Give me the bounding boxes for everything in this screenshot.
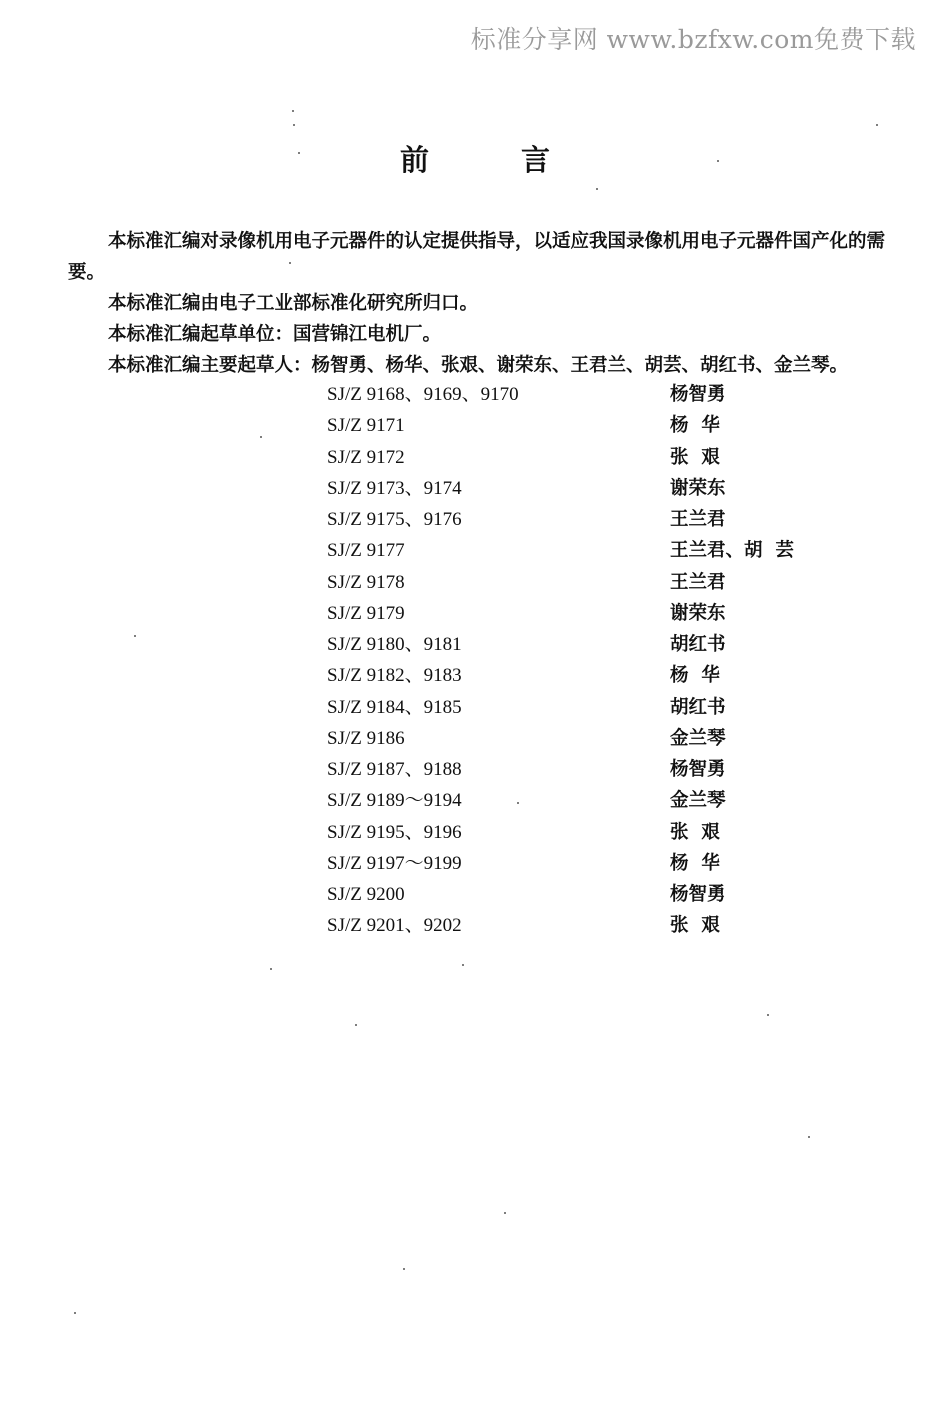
standard-code: SJ/Z 9177	[327, 540, 405, 562]
scan-speck	[808, 1136, 810, 1138]
table-row	[327, 723, 847, 754]
drafter-name: 杨智勇	[670, 759, 726, 780]
standard-code: SJ/Z 9175、9176	[327, 509, 462, 530]
standard-code: SJ/Z 9173、9174	[327, 477, 462, 499]
scan-speck	[517, 802, 519, 804]
standard-code: SJ/Z 9200	[327, 884, 405, 905]
scan-speck	[260, 436, 262, 438]
standard-code: SJ/Z 9179	[327, 602, 405, 624]
scan-speck	[504, 1212, 506, 1214]
drafter-name: 胡红书	[670, 634, 726, 655]
drafter-name: 王兰君	[670, 571, 726, 593]
drafter-name: 金兰琴	[670, 727, 726, 749]
scan-speck	[292, 110, 294, 112]
table-row	[327, 442, 847, 473]
scan-speck	[355, 1024, 357, 1026]
standard-code: SJ/Z 9186	[327, 727, 405, 749]
drafter-name: 王兰君	[670, 509, 726, 530]
table-row	[327, 379, 847, 410]
table-row	[327, 785, 847, 816]
main-drafters-paragraph: 本标准汇编主要起草人：杨智勇、杨华、张艰、谢荣东、王君兰、胡芸、胡红书、金兰琴。	[108, 355, 849, 376]
standard-code: SJ/Z 9172	[327, 446, 405, 468]
drafter-name: 杨智勇	[670, 884, 726, 905]
table-row	[327, 692, 847, 723]
scan-speck	[876, 124, 878, 126]
drafter-name: 谢荣东	[670, 602, 726, 624]
table-row	[327, 660, 847, 691]
table-row	[327, 879, 847, 910]
page-title	[0, 138, 950, 179]
scan-speck	[74, 1312, 76, 1314]
drafter-name: 王兰君、胡 芸	[670, 540, 794, 562]
drafter-name: 杨 华	[670, 415, 720, 437]
table-row	[327, 817, 847, 848]
scan-speck	[596, 188, 598, 190]
drafters-table	[327, 379, 847, 942]
drafter-name: 张 艰	[670, 446, 720, 468]
standard-code: SJ/Z 9168、9169、9170	[327, 384, 519, 405]
scan-speck	[293, 124, 295, 126]
standard-code: SJ/Z 9171	[327, 415, 405, 437]
scan-speck	[767, 1014, 769, 1016]
standard-code: SJ/Z 9178	[327, 571, 405, 593]
watermark-text: 标准分享网 www.bzfxw.com免费下载	[470, 25, 916, 54]
standard-code: SJ/Z 9195、9196	[327, 821, 462, 843]
standard-code: SJ/Z 9201、9202	[327, 915, 462, 937]
drafter-name: 杨 华	[670, 665, 720, 687]
standard-code: SJ/Z 9182、9183	[327, 665, 462, 687]
title-char-2: 言	[521, 143, 551, 177]
table-row	[327, 848, 847, 879]
table-row	[327, 910, 847, 941]
table-row	[327, 473, 847, 504]
scan-speck	[134, 635, 136, 637]
standard-code: SJ/Z 9197～9199	[327, 852, 462, 874]
drafter-name: 杨 华	[670, 852, 720, 874]
standard-code: SJ/Z 9189～9194	[327, 790, 462, 812]
drafter-name: 张 艰	[670, 821, 720, 843]
scan-speck	[298, 152, 300, 154]
table-row	[327, 629, 847, 660]
drafter-name: 杨智勇	[670, 384, 726, 405]
drafter-name: 张 艰	[670, 915, 720, 937]
intro-paragraph: 本标准汇编对录像机用电子元器件的认定提供指导，以适应我国录像机用电子元器件国产化的需要。	[68, 231, 886, 283]
responsible-unit-paragraph: 本标准汇编由电子工业部标准化研究所归口。	[108, 293, 479, 314]
drafter-name: 胡红书	[670, 696, 726, 718]
scan-speck	[289, 262, 291, 264]
scan-speck	[717, 160, 719, 162]
table-row	[327, 598, 847, 629]
standard-code: SJ/Z 9180、9181	[327, 634, 462, 655]
table-row	[327, 754, 847, 785]
drafting-unit-paragraph: 本标准汇编起草单位：国营锦江电机厂。	[108, 324, 442, 345]
standard-code: SJ/Z 9184、9185	[327, 696, 462, 718]
drafter-name: 金兰琴	[670, 790, 726, 812]
scan-speck	[403, 1268, 405, 1270]
scan-speck	[270, 968, 272, 970]
table-row	[327, 504, 847, 535]
standard-code: SJ/Z 9187、9188	[327, 759, 462, 780]
drafter-name: 谢荣东	[670, 477, 726, 499]
table-row	[327, 567, 847, 598]
scan-speck	[462, 964, 464, 966]
title-char-1: 前	[399, 143, 429, 177]
table-row	[327, 535, 847, 566]
table-row	[327, 410, 847, 441]
